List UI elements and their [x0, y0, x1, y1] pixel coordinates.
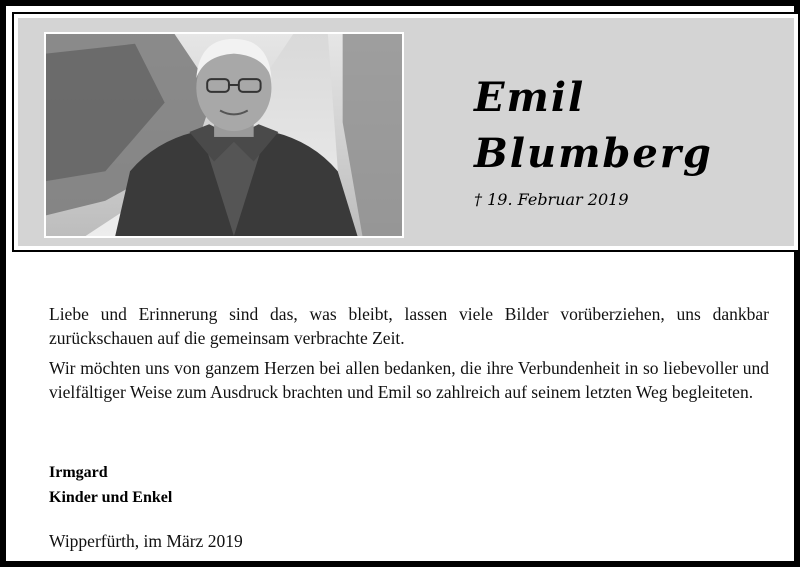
portrait-photo	[44, 32, 404, 238]
obituary-text	[49, 302, 769, 410]
paragraph-remembrance: Liebe und Erinnerung sind das, was bleibt, lassen viele Bilder vorüberziehen, uns dankbar zurückschauen auf die gemeinsam verbrachte Zeit.	[49, 304, 769, 348]
signature-block	[49, 460, 172, 510]
first-name: Emil	[474, 74, 586, 121]
portrait-image	[46, 34, 402, 236]
header-panel	[18, 18, 794, 246]
death-date: † 19. Februar 2019	[474, 190, 629, 209]
deceased-name	[474, 70, 713, 182]
signature-family: Kinder und Enkel	[49, 489, 173, 506]
place-date: Wipperfürth, im März 2019	[49, 531, 243, 551]
last-name: Blumberg	[474, 130, 713, 177]
signature-name: Irmgard	[49, 464, 108, 481]
obituary-header	[12, 12, 800, 252]
paragraph-thanks: Wir möchten uns von ganzem Herzen bei allen bedanken, die ihre Verbundenheit in so liebevoller und vielfältiger Weise zum Ausdruck brachten und Emil so zahlreich auf seinem letzten Weg begleiteten.	[49, 358, 769, 402]
